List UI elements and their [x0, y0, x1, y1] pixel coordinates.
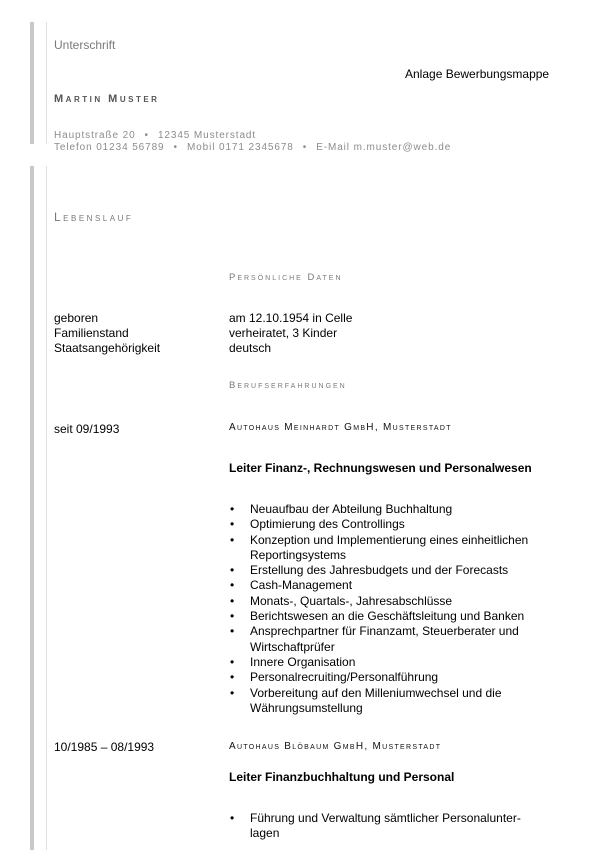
attachment-label: Anlage Bewerbungsmappe — [405, 67, 550, 81]
list-item: • Führung und Verwaltung sämtlicher Personalunter-lagen — [229, 811, 549, 842]
left-margin-rule — [46, 166, 47, 850]
address-line: Hauptstraße 20 • 12345 Musterstadt — [54, 130, 257, 141]
job-company: Autohaus Meinhardt GmbH, Musterstadt — [229, 422, 452, 433]
applicant-first-name: Martin — [54, 93, 103, 105]
list-item: • Vorbereitung auf den Milleniumwechsel und die Währungsumstellung — [229, 686, 559, 717]
personal-value: verheiratet, 3 Kinder — [229, 326, 338, 340]
list-item: • Konzeption und Implementierung eines einheitlichen Reportingsystems — [229, 533, 559, 564]
document-title: Lebenslauf — [54, 210, 134, 224]
applicant-name — [54, 93, 159, 105]
job-role: Leiter Finanz-, Rechnungswesen und Personalwesen — [229, 461, 532, 475]
address-street: Hauptstraße 20 — [54, 130, 136, 141]
list-item: • Cash-Management — [229, 578, 559, 593]
list-item: • Ansprechpartner für Finanzamt, Steuerberater und Wirtschaftprüfer — [229, 624, 559, 655]
contact-line: Telefon 01234 56789 • Mobil 0171 2345678 • E-Mail m.muster@web.de — [54, 142, 452, 153]
job-period: seit 09/1993 — [54, 422, 120, 436]
signature-label: Unterschrift — [54, 38, 116, 52]
personal-value: am 12.10.1954 in Celle — [229, 311, 353, 325]
job-task-list — [229, 502, 559, 716]
personal-label: Staatsangehörigkeit — [54, 341, 161, 355]
list-item: • Berichtswesen an die Geschäftsleitung und Banken — [229, 609, 559, 624]
personal-label: Familienstand — [54, 326, 129, 340]
job-task-list — [229, 811, 549, 842]
left-margin-rule-top — [46, 22, 47, 144]
list-item: • Erstellung des Jahresbudgets und der Forecasts — [229, 563, 559, 578]
list-item: • Personalrecruiting/Personalführung — [229, 670, 559, 685]
section-heading-experience: Berufserfahrungen — [229, 380, 347, 391]
contact-phone: Telefon 01234 56789 — [54, 142, 165, 153]
personal-label: geboren — [54, 311, 99, 325]
contact-mobile: Mobil 0171 2345678 — [186, 142, 294, 153]
section-heading-personal: Persönliche Daten — [229, 272, 343, 283]
job-company: Autohaus Blöbaum GmbH, Musterstadt — [229, 741, 442, 752]
list-item: • Monats-, Quartals-, Jahresabschlüsse — [229, 594, 559, 609]
address-city: 12345 Musterstadt — [157, 130, 257, 141]
list-item: • Innere Organisation — [229, 655, 559, 670]
personal-value: deutsch — [229, 341, 272, 355]
list-item: • Optimierung des Controllings — [229, 517, 559, 532]
left-margin-bar-top — [30, 22, 34, 144]
job-role: Leiter Finanzbuchhaltung und Personal — [229, 770, 455, 784]
applicant-last-name: Muster — [108, 93, 160, 105]
job-period: 10/1985 – 08/1993 — [54, 740, 155, 754]
contact-email[interactable]: E-Mail m.muster@web.de — [316, 142, 452, 153]
left-margin-bar — [30, 166, 34, 850]
list-item: • Neuaufbau der Abteilung Buchhaltung — [229, 502, 559, 517]
